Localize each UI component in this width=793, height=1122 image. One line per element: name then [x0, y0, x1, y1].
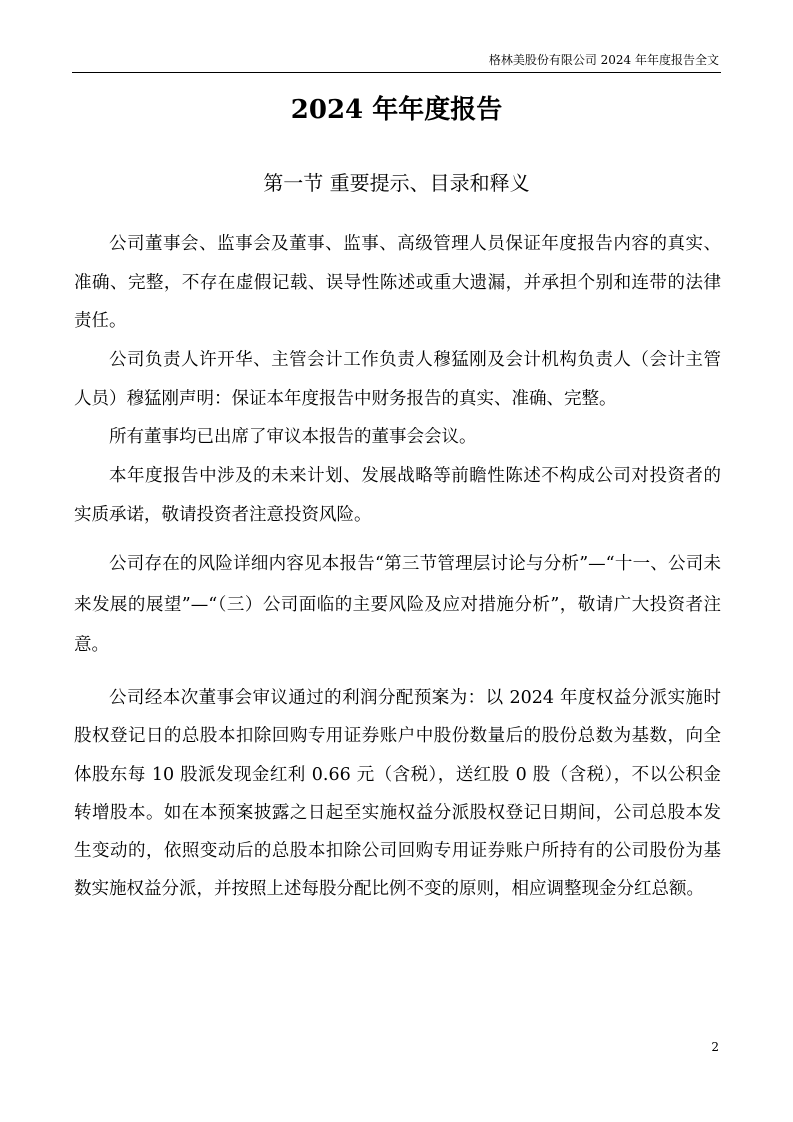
page-number: 2: [711, 1040, 719, 1054]
paragraph-board-guarantee: [74, 225, 721, 341]
running-header: 格林美股份有限公司 2024 年年度报告全文: [488, 53, 719, 67]
paragraph-profit-distribution: [74, 679, 721, 909]
paragraph-forward-looking: [74, 457, 721, 534]
paragraph-text: 公司负责人许开华、主管会计工作负责人穆猛刚及会计机构负责人（会计主管人员）穆猛刚声明：保证本年度报告中财务报告的真实、准确、完整。: [74, 350, 721, 409]
paragraph-responsible-persons: [74, 341, 721, 418]
report-title: 2024 年年度报告: [290, 95, 503, 125]
paragraph-text: 所有董事均已出席了审议本报告的董事会会议。: [109, 427, 477, 447]
paragraph-text: 本年度报告中涉及的未来计划、发展战略等前瞻性陈述不构成公司对投资者的实质承诺，敬请投资者注意投资风险。: [74, 466, 721, 525]
header-rule: [72, 72, 721, 73]
paragraph-text: 公司经本次董事会审议通过的利润分配预案为：以 2024 年度权益分派实施时股权登记日的总股本扣除回购专用证券账户中股份数量后的股份总数为基数，向全体股东每 10 股派发现金红利 0.66 元（含税），送红股 0 股（含税），不以公积金转增股本。如在本预案披露之日起至实施权益分派股权登记日期间，公司总股本发生变动的，依照变动后的总股本扣除公司回购专用证券账户所持有的公司股份为基数实施权益分派，并按照上述每股分配比例不变的原则，相应调整现金分红总额。: [74, 688, 721, 900]
section-title: 第一节 重要提示、目录和释义: [263, 171, 530, 195]
paragraph-risk: [74, 544, 721, 666]
paragraph-attendance: [74, 418, 721, 457]
paragraph-text: 公司董事会、监事会及董事、监事、高级管理人员保证年度报告内容的真实、准确、完整，不存在虚假记载、误导性陈述或重大遗漏，并承担个别和连带的法律责任。: [74, 234, 721, 332]
paragraph-text: 公司存在的风险详细内容见本报告“第三节管理层讨论与分析”—“十一、公司未来发展的展望”—“（三）公司面临的主要风险及应对措施分析”，敬请广大投资者注意。: [74, 554, 721, 656]
